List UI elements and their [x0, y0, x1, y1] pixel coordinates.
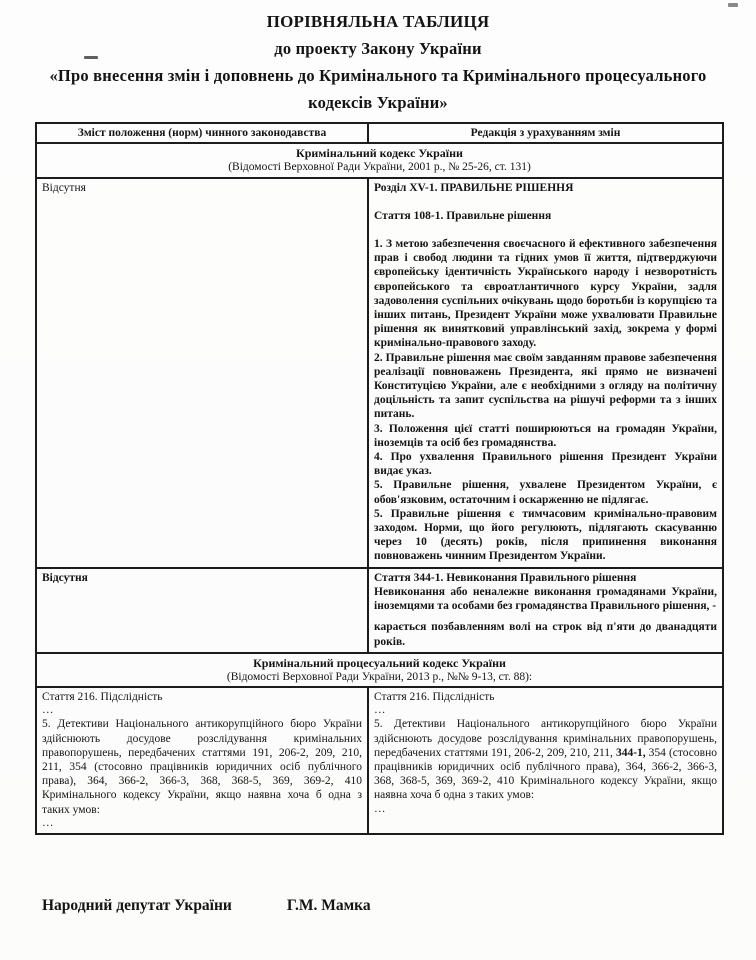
column-header-current-law: Зміст положення (норм) чинного законодавства [36, 123, 368, 143]
article-216-body: 5. Детективи Національного антикорупційного бюро України здійснюють досудове розслідування кримінальних правопорушень, передбачених статтями 191, 206-2, 209, 210, 211, 354 (стосовно працівників юридичних осіб публічного права), 364, 366-2, 366-3, 368, 368-5, 369, 369-2, 410 Кримінального кодексу України, якщо наявна хоча б одна з таких умов: [42, 718, 362, 816]
article-344-1-sanction: карається позбавленням волі на строк від п'яти до дванадцяти років. [374, 621, 717, 648]
law-name: «Про внесення змін і доповнень до Кримінального та Кримінального процесуального кодексів України» [49, 66, 707, 112]
article-paragraph: 1. З метою забезпечення своєчасного й ефективного забезпечення прав і свобод людини та гідних умов її життя, підтверджуючи європейську ідентичність Українського народу і незворотність європейського та євроатлантичного курсу України, задля задоволення суспільних очікувань щодо боротьби із корупцією та інших питань, Президент України може ухвалювати Правильне рішення як винятковий управлінський захід, зокрема у формі кримінально-правового заходу. [374, 238, 717, 350]
article-344-1-body: Невиконання або неналежне виконання громадянами України, іноземцями та особами без громадянства Правильного рішення, - [374, 585, 717, 613]
body-text-after: 354 (стосовно працівників юридичних осіб публічного права), 364, 366-2, 366-3, 368, 368-5, 369, 369-2, 410 Кримінального кодексу України, якщо наявна хоча б одна з таких умов: [374, 746, 717, 802]
signatory-name: Г.М. Мамка [286, 897, 371, 914]
article-216-heading: Стаття 216. Підслідність [42, 691, 163, 704]
chapter-heading: Розділ XV-1. ПРАВИЛЬНЕ РІШЕННЯ [374, 181, 574, 194]
article-344-1-heading: Стаття 344-1. Невиконання Правильного рішення [374, 571, 637, 584]
document-subtitle: до проекту Закону України [274, 39, 482, 58]
section-subtitle: (Відомості Верховної Ради України, 2013 р., №№ 9-13, ст. 88): [226, 670, 533, 683]
article-paragraph: 4. Про ухвалення Правильного рішення Президент України видає указ. [374, 451, 717, 478]
cell-current-law-absent-1: Відсутня [36, 178, 368, 568]
table-row-article-216 [36, 687, 723, 834]
inserted-article-number: 344-1, [615, 746, 646, 759]
section-title: Кримінальний кодекс України [296, 146, 463, 161]
article-108-1-heading: Стаття 108-1. Правильне рішення [374, 209, 552, 222]
signatory-position: Народний депутат України [42, 897, 232, 914]
signature-block [42, 897, 371, 915]
section-row-procedural-code [36, 653, 723, 687]
ellipsis: … [374, 802, 386, 815]
table-row-article-344-1 [36, 568, 723, 653]
cell-amended-article-216 [368, 687, 723, 834]
article-paragraph: 3. Положення цієї статті поширюються на громадян України, іноземців та осіб без громадянства. [374, 422, 717, 449]
table-header-row [36, 123, 723, 143]
section-row-criminal-code [36, 143, 723, 177]
section-title: Кримінальний процесуальний кодекс України [253, 655, 506, 670]
ellipsis: … [42, 704, 54, 717]
article-paragraph: 2. Правильне рішення має своїм завданням правове забезпечення реалізації повноважень Президента, які прямо не визначені Конституцією України, але є необхідними з огляду на політичну доцільність та запит суспільства на рішучі реформи та з інших питань. [374, 351, 717, 421]
section-criminal-code [36, 143, 723, 177]
ellipsis: … [42, 816, 54, 829]
article-216-body-amended [374, 717, 717, 802]
article-paragraph: 5. Правильне рішення є тимчасовим кримінально-правовим заходом. Норми, що його регулюють, підлягають скасуванню через 10 (десять) років, після припинення виконання повноважень чинним Президентом України. [374, 507, 717, 563]
section-subtitle: (Відомості Верховної Ради України, 2001 р., № 25-26, ст. 131) [228, 161, 531, 174]
ellipsis: … [374, 704, 386, 717]
scan-artifact [84, 56, 98, 59]
column-header-amended: Редакція з урахуванням змін [368, 123, 723, 143]
cell-amended-article-344-1 [368, 568, 723, 653]
article-216-heading: Стаття 216. Підслідність [374, 691, 495, 704]
document-title: ПОРІВНЯЛЬНА ТАБЛИЦЯ [266, 12, 490, 31]
table-row-chapter-xv1 [36, 178, 723, 568]
document-title-block [0, 0, 756, 116]
body-text-before: 5. Детективи Національного антикорупційного бюро України здійснюють досудове розслідування кримінальних правопорушень, передбачених статтями 191, 206-2, 209, 210, 211, [374, 718, 717, 759]
cell-current-law-absent-2: Відсутня [36, 568, 368, 653]
cell-current-law-article-216 [36, 687, 368, 834]
cell-amended-chapter-xv1 [368, 178, 723, 568]
section-procedural-code [36, 653, 723, 687]
comparative-table [35, 122, 724, 835]
article-paragraph: 5. Правильне рішення, ухвалене Президентом України, є обов'язковим, остаточним і оскарженню не підлягає. [374, 479, 717, 506]
scan-artifact [728, 3, 738, 7]
